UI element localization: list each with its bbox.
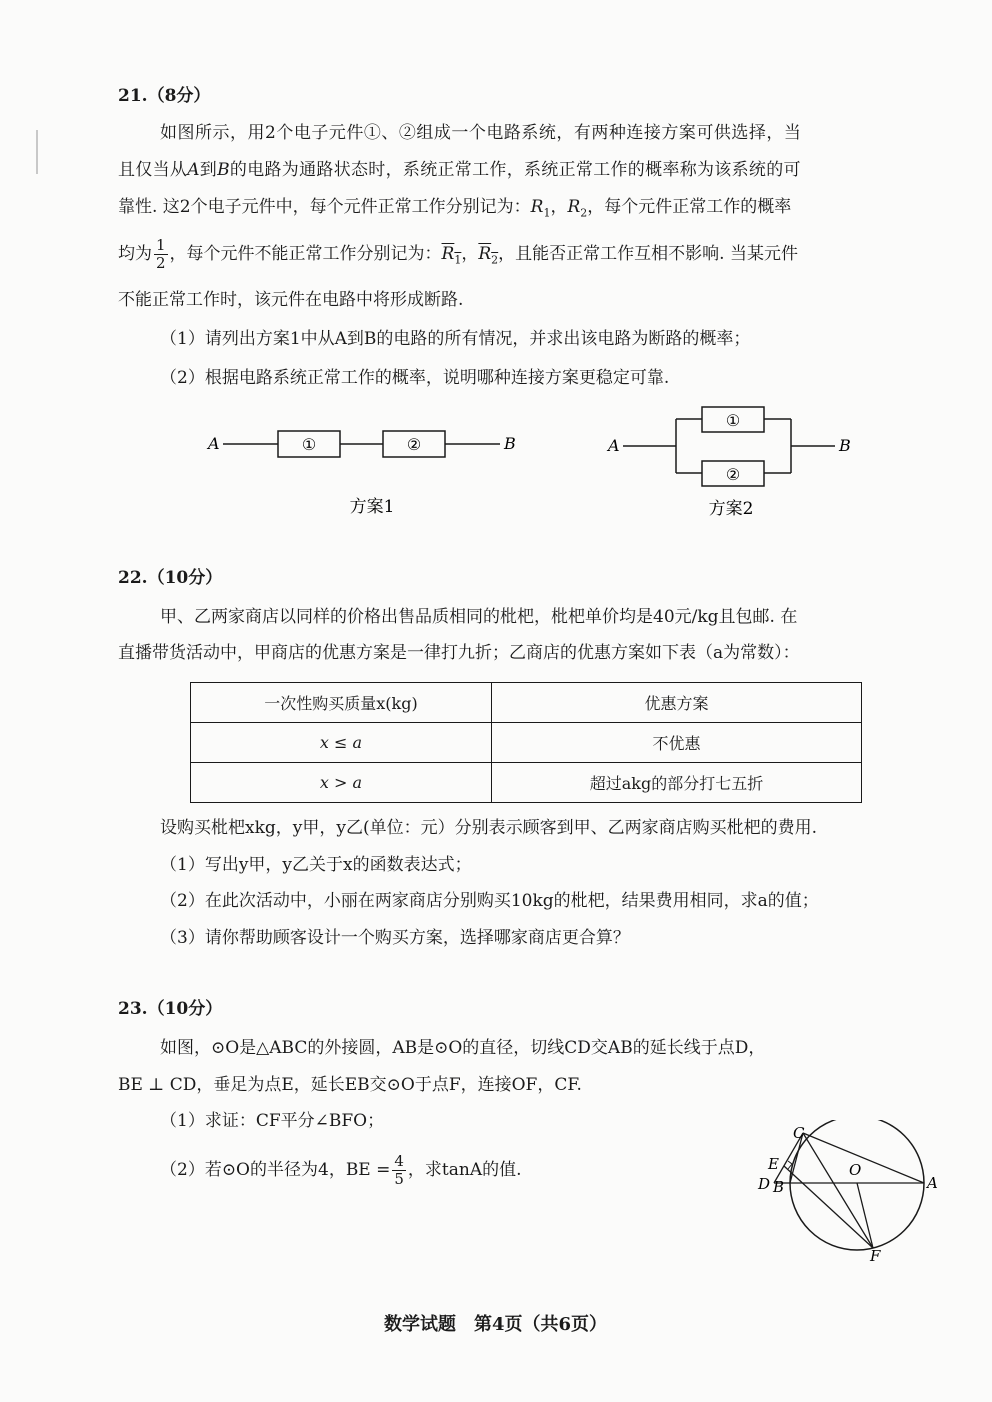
q21-line5: 不能正常工作时，该元件在电路中将形成断路. xyxy=(118,290,464,310)
table-cell: 超过akg的部分打七五折 xyxy=(492,763,862,803)
page-footer: 数学试题 第4页（共6页） xyxy=(384,1314,608,1335)
segment-ca xyxy=(803,1133,924,1183)
discount-table xyxy=(190,682,862,803)
q22-part1: （1）写出y甲，y乙关于x的函数表达式； xyxy=(160,855,472,875)
table-cell: x ≤ a xyxy=(191,723,492,763)
q21-line4: 均为 $\frac{1}{2}$ ，每个元件不能正常工作分别记为：$\overline{R}_1$，$\overline{R}_2$，且能否正常工作互相不影响. 当某元件 xyxy=(118,235,798,272)
q23-part2: （2）若⊙O的半径为4，BE = $\frac{4}{5}$ ，求tanA的值. xyxy=(160,1151,522,1188)
scheme2-component2-label: ② xyxy=(725,465,741,484)
q23-part1: （1）求证：CF平分∠BFO； xyxy=(160,1111,385,1131)
point-b-label: B xyxy=(773,1178,785,1196)
scheme2-label-b: B xyxy=(839,436,851,455)
q21-part2: （2）根据电路系统正常工作的概率，说明哪种连接方案更稳定可靠. xyxy=(160,368,670,388)
q21-line1: 如图所示，用2个电子元件①、②组成一个电路系统，有两种连接方案可供选择，当 xyxy=(160,123,802,143)
scheme2-diagram xyxy=(606,407,851,519)
q22-line3: 设购买枇杷xkg，y甲，y乙(单位：元）分别表示顾客到甲、乙两家商店购买枇杷的费用. xyxy=(160,818,818,838)
table-row xyxy=(191,723,862,763)
fraction-four-fifths: $\frac{4}{5}$ xyxy=(394,1151,404,1188)
table-row xyxy=(191,763,862,803)
point-o-label: O xyxy=(849,1161,862,1179)
point-e-label: E xyxy=(768,1155,779,1173)
table-cell: 不优惠 xyxy=(492,723,862,763)
q22-header: 22.（10分） xyxy=(118,568,223,588)
point-f-label: F xyxy=(870,1247,881,1262)
scheme1-label-a: A xyxy=(208,434,220,453)
q22-part3: （3）请你帮助顾客设计一个购买方案，选择哪家商店更合算？ xyxy=(160,928,630,948)
table-header-row xyxy=(191,683,862,723)
scheme1-component1-label: ① xyxy=(301,435,317,454)
q23-header: 23.（10分） xyxy=(118,999,223,1019)
table-header-cell: 优惠方案 xyxy=(492,683,862,723)
q22-part2: （2）在此次活动中，小丽在两家商店分别购买10kg的枇杷，结果费用相同，求a的值； xyxy=(160,891,819,911)
scheme2-caption: 方案2 xyxy=(708,499,754,519)
segment-cf xyxy=(803,1133,873,1248)
scheme1-component2-label: ② xyxy=(406,435,422,454)
q21-header: 21.（8分） xyxy=(118,86,211,106)
scheme1-diagram xyxy=(206,431,516,517)
point-d-label: D xyxy=(758,1175,771,1193)
scheme1-caption: 方案1 xyxy=(349,497,395,517)
table-header-cell: 一次性购买质量x(kg) xyxy=(191,683,492,723)
q21-line3: 靠性. 这2个电子元件中，每个元件正常工作分别记为：$R_1$，$R_2$，每个元件正常工作的概率 xyxy=(118,197,792,220)
point-c-label: C xyxy=(793,1124,805,1142)
q22-line2: 直播带货活动中，甲商店的优惠方案是一律打九折；乙商店的优惠方案如下表（a为常数）： xyxy=(118,643,800,663)
q22-line1: 甲、乙两家商店以同样的价格出售品质相同的枇杷，枇杷单价均是40元/kg且包邮. 在 xyxy=(160,607,798,627)
q23-line2: BE ⊥ CD，垂足为点E，延长EB交⊙O于点F，连接OF，CF. xyxy=(118,1075,582,1095)
scheme2-component1-label: ① xyxy=(725,411,741,430)
scan-artifact xyxy=(36,130,38,174)
q21-part1: （1）请列出方案1中从A到B的电路的所有情况，并求出该电路为断路的概率； xyxy=(160,329,751,349)
scheme1-label-b: B xyxy=(504,434,516,453)
circuit-diagrams xyxy=(190,400,870,525)
fraction-one-half: $\frac{1}{2}$ xyxy=(156,235,166,272)
point-a-label: A xyxy=(927,1174,938,1192)
q23-line1: 如图，⊙O是△ABC的外接圆，AB是⊙O的直径，切线CD交AB的延长线于点D， xyxy=(160,1038,766,1058)
q21-line2: 且仅当从A到B的电路为通路状态时，系统正常工作，系统正常工作的概率称为该系统的可 xyxy=(118,160,801,180)
segment-of xyxy=(857,1183,873,1248)
scheme2-label-a: A xyxy=(608,436,620,455)
circle-geometry-figure xyxy=(750,1120,950,1262)
table-cell: x > a xyxy=(191,763,492,803)
